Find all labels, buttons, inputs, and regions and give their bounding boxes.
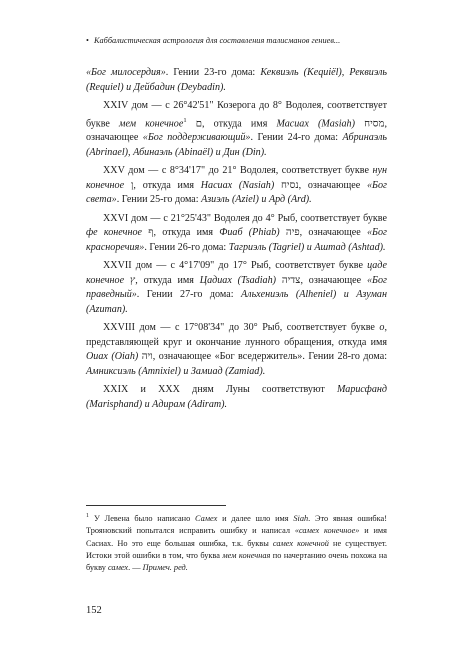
span: мем конечное bbox=[119, 117, 184, 129]
running-header bbox=[86, 36, 386, 45]
span: Цадиах (Tsadiah) bbox=[199, 274, 276, 286]
span: Насиах (Nasiah) bbox=[200, 179, 275, 191]
span: ץ, откуда имя bbox=[124, 274, 200, 286]
span: Марисфанд (Marisphand) и Адирам (Adiram). bbox=[86, 384, 387, 410]
span: Кеквиэль (Kequiël), Реквиэль (Requiel) и Дейбадин (Deybadin). bbox=[86, 67, 388, 93]
running-title: Каббалистическая астрология для составления талисманов гениев... bbox=[93, 36, 341, 45]
span: цаде конечное bbox=[86, 260, 387, 286]
span: о bbox=[379, 322, 385, 334]
span: Абринаэль (Abrinael), Абинаэль (Abinaël) и Дин (Din). bbox=[86, 132, 387, 158]
span: Самех bbox=[195, 513, 218, 523]
span: «Бог света» bbox=[86, 179, 387, 206]
span: Фиаб (Phiab) bbox=[219, 227, 280, 239]
span: «Бог милосердия» bbox=[86, 67, 166, 78]
span: ם, откуда имя bbox=[186, 117, 277, 129]
span: самех конечной bbox=[272, 538, 329, 548]
paragraph-house-25 bbox=[86, 164, 387, 208]
span: мем конечная bbox=[222, 550, 271, 560]
span: XXVII дом — с 4°17'09" до 17° Рыб, соответствует букве bbox=[103, 260, 368, 272]
span: Масиах (Masiah) bbox=[276, 117, 355, 129]
paragraph-house-24 bbox=[86, 99, 387, 160]
span: . Гении 23-го дома: bbox=[165, 67, 261, 78]
paragraph-house-23-continued bbox=[86, 66, 387, 95]
span: . Это явная ошибка! Трояновский попытался исправить ошибку и написал bbox=[86, 513, 387, 536]
span: ף, откуда имя bbox=[141, 227, 220, 239]
span: нун конечное bbox=[86, 165, 387, 191]
page-number: 152 bbox=[86, 605, 102, 616]
span: Тагриэль (Tagriel) и Аштад (Ashtad). bbox=[228, 241, 386, 253]
span: Примеч. ред. bbox=[142, 563, 188, 573]
span: по начертанию очень похожа на букву bbox=[86, 550, 388, 573]
span: Азиэль (Aziel) и Ард (Ard). bbox=[201, 194, 312, 206]
footnote-ref[interactable]: 1 bbox=[183, 116, 187, 124]
paragraph-house-28 bbox=[86, 321, 387, 379]
bullet-mark: • bbox=[86, 36, 89, 45]
span: . Гении 26-го дома: bbox=[144, 241, 229, 253]
paragraph-house-27 bbox=[86, 259, 387, 317]
span: Альхениэль (Alheniel) и Азуман (Azuman). bbox=[86, 289, 387, 315]
span: . — bbox=[128, 563, 143, 573]
span: не существует. Истоки этой ошибки в том, что буква bbox=[86, 538, 388, 560]
span: XXV дом — с 8°34'17" до 21° Водолея, соответствует букве bbox=[103, 165, 373, 177]
span: XXVIII дом — с 17°08'34" до 30° Рыб, соответствует букве bbox=[103, 322, 380, 334]
span: נסיח, означающее bbox=[274, 179, 367, 191]
footnote-divider bbox=[86, 505, 226, 506]
span: У Левена было написано bbox=[94, 513, 196, 523]
span: צדיה, означающее bbox=[275, 274, 367, 286]
span: ן, откуда имя bbox=[124, 179, 201, 191]
span: , представляющей круг и окончание лунного обращения, откуда имя bbox=[86, 322, 387, 348]
span: מסיח, означающее bbox=[86, 117, 387, 144]
span: XXIV дом — с 26°42'51" Козерога до 8° Водолея, соответствует букве bbox=[86, 100, 387, 129]
footnote-mark: 1 bbox=[86, 513, 89, 519]
footnote bbox=[86, 510, 387, 575]
span: Оиах (Oiah) bbox=[86, 351, 139, 363]
span: и далее шло имя bbox=[217, 513, 294, 523]
span: ויה, означающее «Бог вседержитель». Гении 28-го дома: bbox=[138, 351, 387, 363]
paragraph-house-26 bbox=[86, 212, 387, 256]
span: самех bbox=[107, 563, 129, 573]
span: и имя Сасиах. Но это еще большая ошибка, т.к. буквы bbox=[86, 526, 387, 548]
span: «самех конечное» bbox=[294, 526, 360, 536]
span: פיה, означающее bbox=[279, 227, 367, 239]
span: XXVI дом — с 21°25'43" Водолея до 4° Рыб, соответствует букве bbox=[103, 212, 387, 224]
span: Siah bbox=[293, 513, 309, 523]
span: «Бог праведный» bbox=[86, 274, 387, 301]
span: «Бог красноречия» bbox=[86, 227, 387, 253]
span: . Гении 25-го дома: bbox=[116, 194, 202, 206]
span: фе конечное bbox=[86, 227, 142, 239]
span: . Гении 24-го дома: bbox=[250, 132, 343, 144]
span: XXIX и XXX дням Луны соответствуют bbox=[103, 384, 338, 396]
body-text bbox=[86, 66, 387, 416]
span: «Бог поддерживающий» bbox=[142, 132, 251, 144]
paragraph-days-29-30 bbox=[86, 383, 387, 412]
span: Амниксиэль (Amnixiel) и Замиад (Zamiad). bbox=[86, 365, 266, 377]
span: . Гении 27-го дома: bbox=[136, 289, 241, 301]
